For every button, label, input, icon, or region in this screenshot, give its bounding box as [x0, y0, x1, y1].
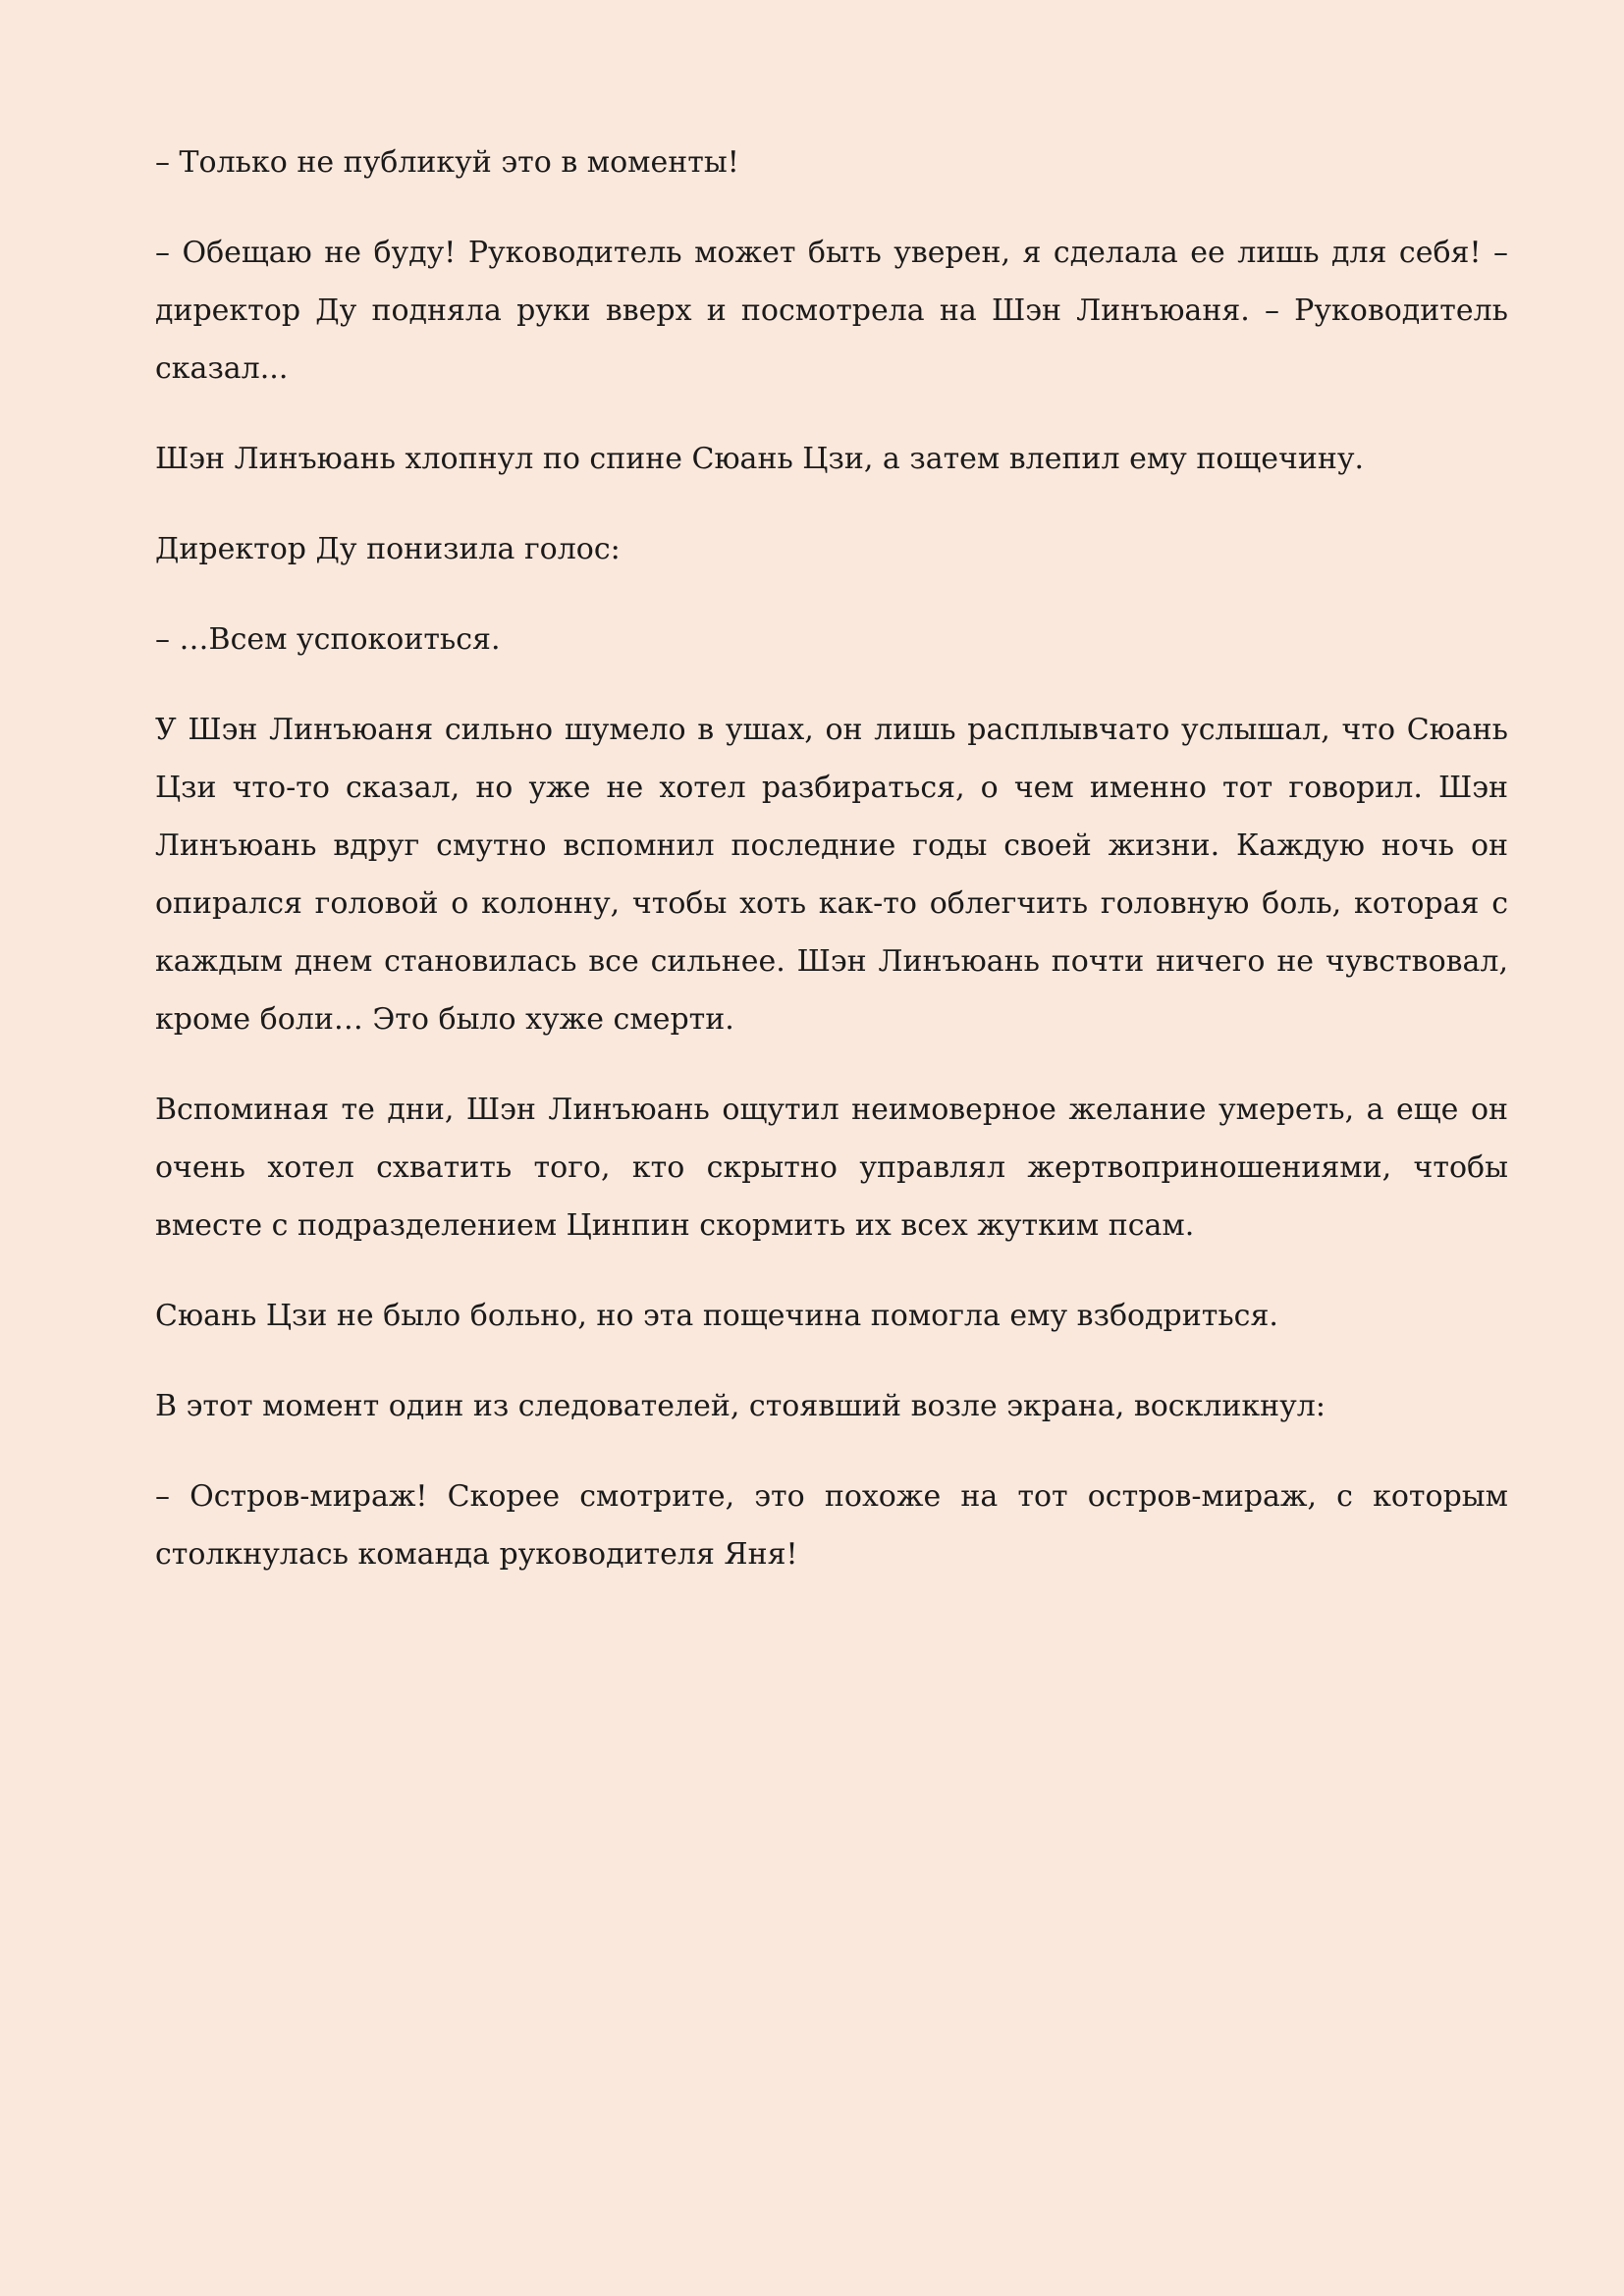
paragraph: Шэн Линъюань хлопнул по спине Сюань Цзи, а затем влепил ему пощечину. [155, 442, 1365, 476]
document-page [155, 133, 1508, 1616]
paragraph: У Шэн Линъюаня сильно шумело в ушах, он лишь расплывчато услышал, что Сюань Цзи что-то сказал, но уже не хотел разбираться, о чем именно тот говорил. Шэн Линъюань вдруг смутно вспомнил последние годы своей жизни. Каждую ночь он опирался головой о колонну, чтобы хоть как-то облегчить головную боль, которая с каждым днем становилась все сильнее. Шэн Линъюань почти ничего не чувствовал, кроме боли… Это было хуже смерти. [155, 713, 1508, 1037]
paragraph: В этот момент один из следователей, стоявший возле экрана, воскликнул: [155, 1389, 1326, 1423]
paragraph: – Обещаю не буду! Руководитель может быть уверен, я сделала ее лишь для себя! – директор Ду подняла руки вверх и посмотрела на Шэн Линъюаня. – Руководитель сказал... [155, 236, 1508, 386]
paragraph: Директор Ду понизила голос: [155, 532, 621, 566]
paragraph: Сюань Цзи не было больно, но эта пощечина помогла ему взбодриться. [155, 1299, 1278, 1333]
paragraph: Вспоминая те дни, Шэн Линъюань ощутил неимоверное желание умереть, а еще он очень хотел схватить того, кто скрытно управлял жертвоприношениями, чтобы вместе с подразделением Цинпин скормить их всех жутким псам. [155, 1093, 1508, 1243]
paragraph: – Остров-мираж! Скорее смотрите, это похоже на тот остров-мираж, с которым столкнулась команда руководителя Яня! [155, 1479, 1508, 1572]
paragraph: – …Всем успокоиться. [155, 622, 501, 657]
paragraph: – Только не публикуй это в моменты! [155, 145, 739, 180]
